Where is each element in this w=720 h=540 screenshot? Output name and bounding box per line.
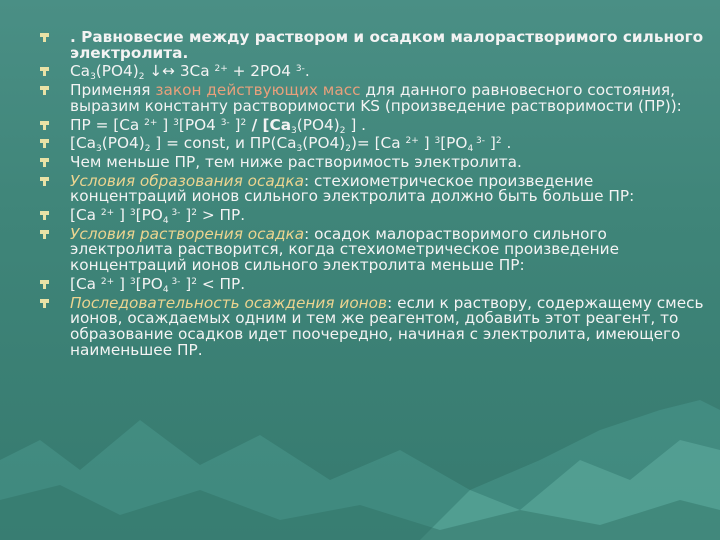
body-text: Чем меньше ПР, тем ниже растворимость электролита.	[70, 152, 522, 171]
superscript: 3	[129, 208, 136, 219]
formula-text: [Ca	[70, 274, 101, 293]
superscript: 2+	[214, 64, 228, 75]
subscript: 3	[296, 144, 303, 155]
superscript: 3	[434, 136, 441, 147]
formula-text: ПР = [Ca	[70, 115, 145, 134]
subscript: 2	[339, 125, 346, 136]
superscript: 2	[240, 117, 247, 128]
formula-text: (PO4)	[101, 134, 145, 153]
formula-text: ]	[114, 274, 130, 293]
formula-text: ]	[229, 115, 241, 134]
superscript: 2	[495, 136, 502, 147]
superscript: 3-	[295, 64, 305, 75]
superscript: 2+	[405, 136, 419, 147]
formula-text: .	[304, 62, 310, 81]
subscript: 2	[345, 144, 351, 155]
subscript: 3	[96, 144, 102, 155]
subscript: 2	[144, 144, 151, 155]
slide-title: . Равновесие между раствором и осадком малорастворимого сильного электролита.	[70, 28, 704, 62]
subscript: 2	[138, 72, 145, 83]
formula-text: > ПР.	[197, 206, 246, 225]
bullet-icon	[40, 67, 49, 76]
formula-text: < ПР.	[197, 274, 246, 293]
formula-text: ]	[180, 274, 192, 293]
body-text: : если к раствору, содержащему смесь ионов, осаждаемых одним и тем же реагентом, добавить этот реагент, то образование осадков идет поочередно, начиная с электролита, имеющего наименьшее ПР.	[70, 293, 704, 359]
bullet-item	[40, 62, 708, 83]
bullet-item	[40, 134, 708, 155]
body-text: для данного равновесного состояния, выразим константу растворимости KS (произведение растворимости (ПР)):	[70, 81, 682, 115]
bullet-item	[40, 30, 708, 61]
formula-text: [Ca	[70, 134, 97, 153]
formula-text: ] = const, и ПР(Ca	[150, 134, 297, 153]
superscript: 2+	[100, 208, 115, 219]
bullet-icon	[40, 177, 49, 186]
superscript: 2	[191, 276, 197, 287]
formula-text: [PO	[135, 274, 163, 293]
formula-text: ] .	[345, 115, 367, 134]
bullet-icon	[40, 158, 49, 167]
formula-text: )= [Ca	[350, 134, 406, 153]
bullet-item	[40, 293, 708, 359]
formula-text: [PO	[440, 134, 468, 153]
formula-text: (PO4)	[296, 115, 340, 134]
bullet-icon	[40, 139, 49, 148]
superscript: 3-	[168, 208, 181, 219]
superscript: 3-	[220, 117, 230, 128]
formula-text: [PO	[135, 206, 163, 225]
formula-text: [Ca	[70, 206, 101, 225]
bullet-icon	[40, 33, 49, 42]
bullet-icon	[40, 299, 49, 308]
bullet-icon	[40, 280, 49, 289]
highlight-text: закон действующих масс	[155, 81, 361, 100]
bullet-item	[40, 206, 708, 227]
superscript: 3-	[473, 136, 486, 147]
formula-text: ]	[418, 134, 435, 153]
subscript: 3	[291, 125, 297, 136]
superscript: 3-	[168, 276, 181, 287]
formula-text: / [Ca	[246, 115, 292, 134]
formula-text: ]	[485, 134, 496, 153]
bullet-icon	[40, 86, 49, 95]
bullet-item	[40, 274, 708, 295]
formula-text: ]	[114, 206, 130, 225]
slide-content	[40, 28, 708, 358]
formula-text: ↓↔ 3Ca	[144, 62, 215, 81]
superscript: 2	[191, 208, 197, 219]
superscript: 3	[173, 117, 179, 128]
subscript: 3	[90, 72, 96, 83]
formula-text: ]	[157, 115, 174, 134]
body-text: : стехиометрическое произведение концентраций ионов сильного электролита должно быть больше ПР:	[70, 171, 635, 206]
bullet-icon	[40, 121, 49, 130]
bullet-item	[40, 171, 708, 206]
bullet-item	[40, 152, 708, 171]
formula-text: ]	[180, 206, 192, 225]
mountain-background	[0, 340, 720, 540]
bullet-icon	[40, 211, 49, 220]
subscript: 4	[467, 144, 474, 155]
body-text: : осадок малорастворимого сильного электролита растворится, когда стехиометрическое произведение концентраций ионов сильного электролита меньше ПР:	[70, 224, 620, 275]
bullet-item	[40, 83, 708, 114]
formula-text: [PO4	[178, 115, 221, 134]
formula-text: .	[501, 134, 512, 153]
formula-text: (PO4)	[95, 62, 139, 81]
highlight-text: Условия растворения осадка	[70, 224, 305, 243]
subscript: 4	[162, 216, 169, 227]
bullet-item	[40, 115, 708, 136]
formula-text: (PO4)	[302, 134, 346, 153]
formula-text: + 2PO4	[227, 62, 296, 81]
superscript: 2+	[100, 276, 115, 287]
highlight-text: Условия образования осадка	[70, 171, 304, 190]
superscript: 2+	[144, 117, 158, 128]
bullet-icon	[40, 230, 49, 239]
formula-text: Ca	[70, 62, 91, 81]
bullet-item	[40, 224, 708, 275]
highlight-text: Последовательность осаждения ионов	[70, 293, 388, 312]
body-text: Применяя	[70, 81, 156, 100]
subscript: 4	[162, 284, 169, 295]
superscript: 3	[129, 276, 136, 287]
